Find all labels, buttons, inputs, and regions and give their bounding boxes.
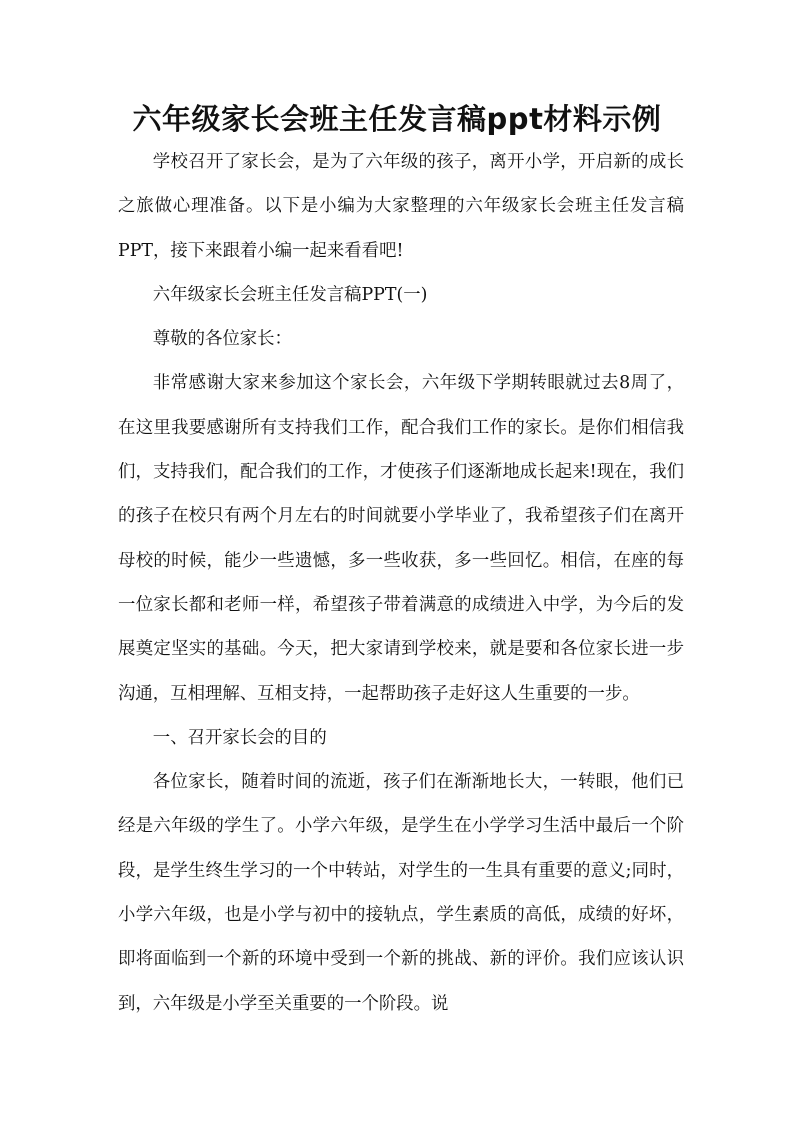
section-heading: 六年级家长会班主任发言稿PPT(一) (152, 284, 428, 305)
intro-paragraph: 学校召开了家长会，是为了六年级的孩子，离开小学，开启新的成长之旅做心理准备。以下是小编为大家整理的六年级家长会班主任发言稿PPT，接下来跟着小编一起来看看吧! (118, 152, 684, 261)
document-body (118, 140, 684, 1026)
subsection-heading: 一、召开家长会的目的 (152, 727, 327, 748)
document-title: 六年级家长会班主任发言稿ppt材料示例 (132, 102, 662, 136)
body-paragraph: 各位家长，随着时间的流逝，孩子们在渐渐地长大，一转眼，他们已经是六年级的学生了。小学六年级，是学生在小学学习生活中最后一个阶段，是学生终生学习的一个中转站，对学生的一生具有重要的意义;同时，小学六年级，也是小学与初中的接轨点，学生素质的高低，成绩的好坏，即将面临到一个新的环境中受到一个新的挑战、新的评价。我们应该认识到，六年级是小学至关重要的一个阶段。说 (118, 772, 684, 1014)
body-paragraph: 非常感谢大家来参加这个家长会，六年级下学期转眼就过去8周了，在这里我要感谢所有支持我们工作，配合我们工作的家长。是你们相信我们，支持我们，配合我们的工作，才使孩子们逐渐地成长起来!现在，我们的孩子在校只有两个月左右的时间就要小学毕业了，我希望孩子们在离开母校的时候，能少一些遗憾，多一些收获，多一些回忆。相信，在座的每一位家长都和老师一样，希望孩子带着满意的成绩进入中学，为今后的发展奠定坚实的基础。今天，把大家请到学校来，就是要和各位家长进一步沟通，互相理解、互相支持，一起帮助孩子走好这人生重要的一步。 (118, 373, 684, 704)
salutation: 尊敬的各位家长： (152, 329, 292, 350)
